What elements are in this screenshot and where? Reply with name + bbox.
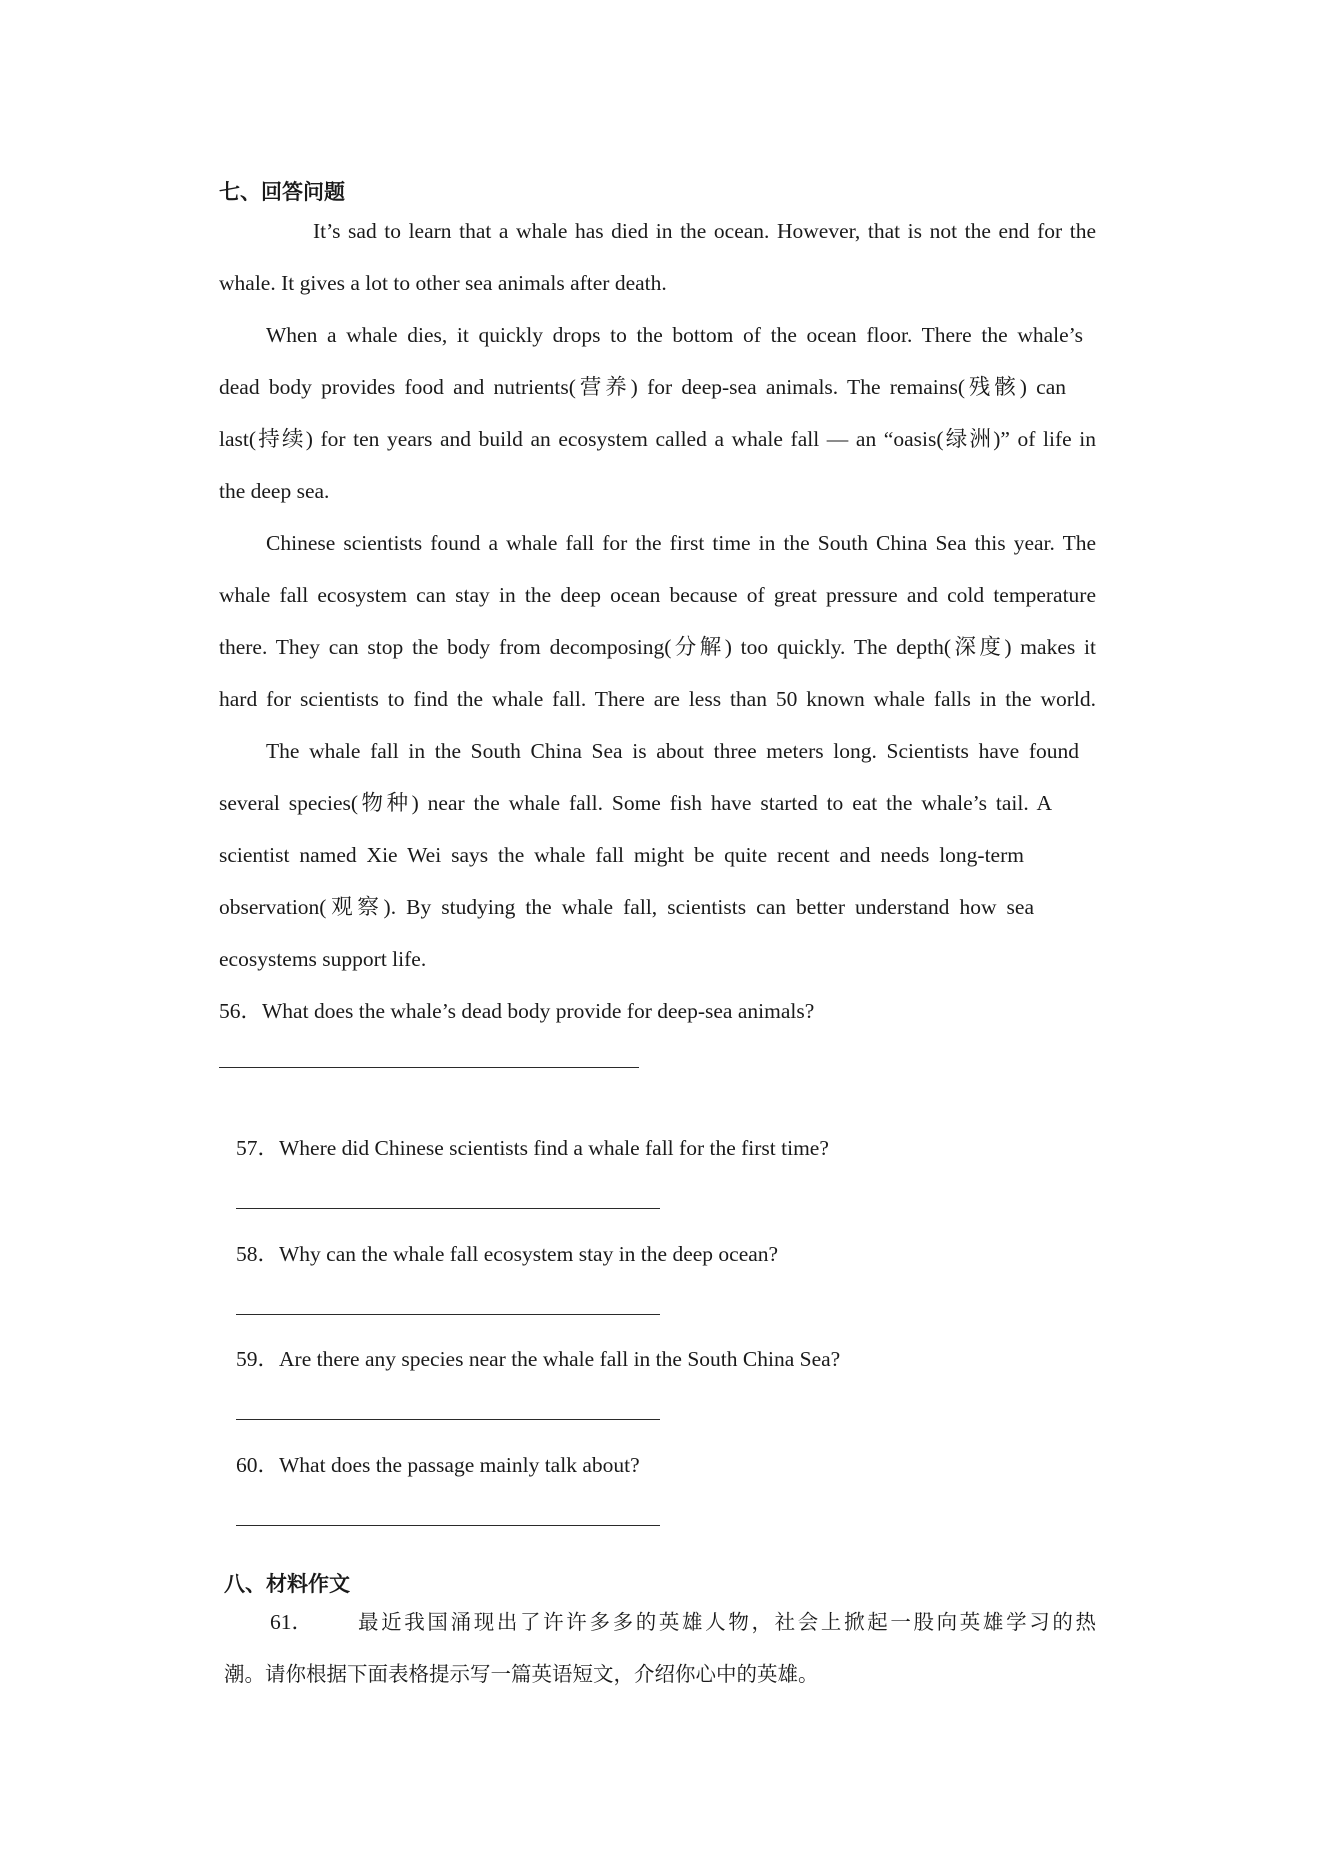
passage-line: there. They can stop the body from decomposing(分解) too quickly. The depth(深度) makes it xyxy=(219,635,1096,659)
question-60 xyxy=(236,1452,640,1478)
question-57 xyxy=(236,1135,829,1161)
passage-line: whale fall ecosystem can stay in the deep ocean because of great pressure and cold temperature xyxy=(219,583,1096,607)
passage-line: The whale fall in the South China Sea is about three meters long. Scientists have found xyxy=(266,739,1079,763)
passage-line: When a whale dies, it quickly drops to the bottom of the ocean floor. There the whale’s xyxy=(266,323,1083,347)
question-58 xyxy=(236,1241,778,1267)
passage-line: hard for scientists to find the whale fall. There are less than 50 known whale falls in the world. xyxy=(219,687,1096,711)
question-number: 58． xyxy=(236,1242,280,1266)
question-61-number: 61． xyxy=(270,1610,314,1634)
answer-blank-56[interactable] xyxy=(219,1067,639,1068)
question-text: What does the passage mainly talk about? xyxy=(279,1453,640,1477)
question-59 xyxy=(236,1346,840,1372)
answer-blank-58[interactable] xyxy=(236,1314,660,1315)
question-text: What does the whale’s dead body provide for deep-sea animals? xyxy=(262,999,815,1023)
question-text: Are there any species near the whale fall in the South China Sea? xyxy=(279,1347,841,1371)
passage-line: the deep sea. xyxy=(219,479,330,503)
prompt-line: 最近我国涌现出了许许多多的英雄人物，社会上掀起一股向英雄学习的热 xyxy=(358,1610,1096,1634)
prompt-line: 潮。请你根据下面表格提示写一篇英语短文，介绍你心中的英雄。 xyxy=(224,1662,819,1686)
passage-line: ecosystems support life. xyxy=(219,947,427,971)
answer-blank-59[interactable] xyxy=(236,1419,660,1420)
section-8-title: 八、材料作文 xyxy=(224,1572,350,1596)
passage-line: whale. It gives a lot to other sea animals after death. xyxy=(219,271,667,295)
question-number: 59． xyxy=(236,1347,280,1371)
section-7-title: 七、回答问题 xyxy=(219,180,345,204)
passage-line: dead body provides food and nutrients(营养) for deep-sea animals. The remains(残骸) can xyxy=(219,375,1066,399)
passage-line: last(持续) for ten years and build an ecosystem called a whale fall — an “oasis(绿洲)” of life in xyxy=(219,427,1096,451)
passage-line: It’s sad to learn that a whale has died in the ocean. However, that is not the end for the xyxy=(313,219,1096,243)
passage-line: several species(物种) near the whale fall. Some fish have started to eat the whale’s tail. A xyxy=(219,791,1052,815)
passage-line: Chinese scientists found a whale fall for the first time in the South China Sea this year. The xyxy=(266,531,1096,555)
passage-line: scientist named Xie Wei says the whale fall might be quite recent and needs long-term xyxy=(219,843,1024,867)
answer-blank-60[interactable] xyxy=(236,1525,660,1526)
question-number: 56． xyxy=(219,999,263,1023)
question-text: Where did Chinese scientists find a whale fall for the first time? xyxy=(279,1136,829,1160)
question-number: 57． xyxy=(236,1136,280,1160)
passage-line: observation(观察). By studying the whale fall, scientists can better understand how sea xyxy=(219,895,1034,919)
question-number: 60． xyxy=(236,1453,280,1477)
question-56 xyxy=(219,998,814,1024)
question-text: Why can the whale fall ecosystem stay in the deep ocean? xyxy=(279,1242,779,1266)
answer-blank-57[interactable] xyxy=(236,1208,660,1209)
